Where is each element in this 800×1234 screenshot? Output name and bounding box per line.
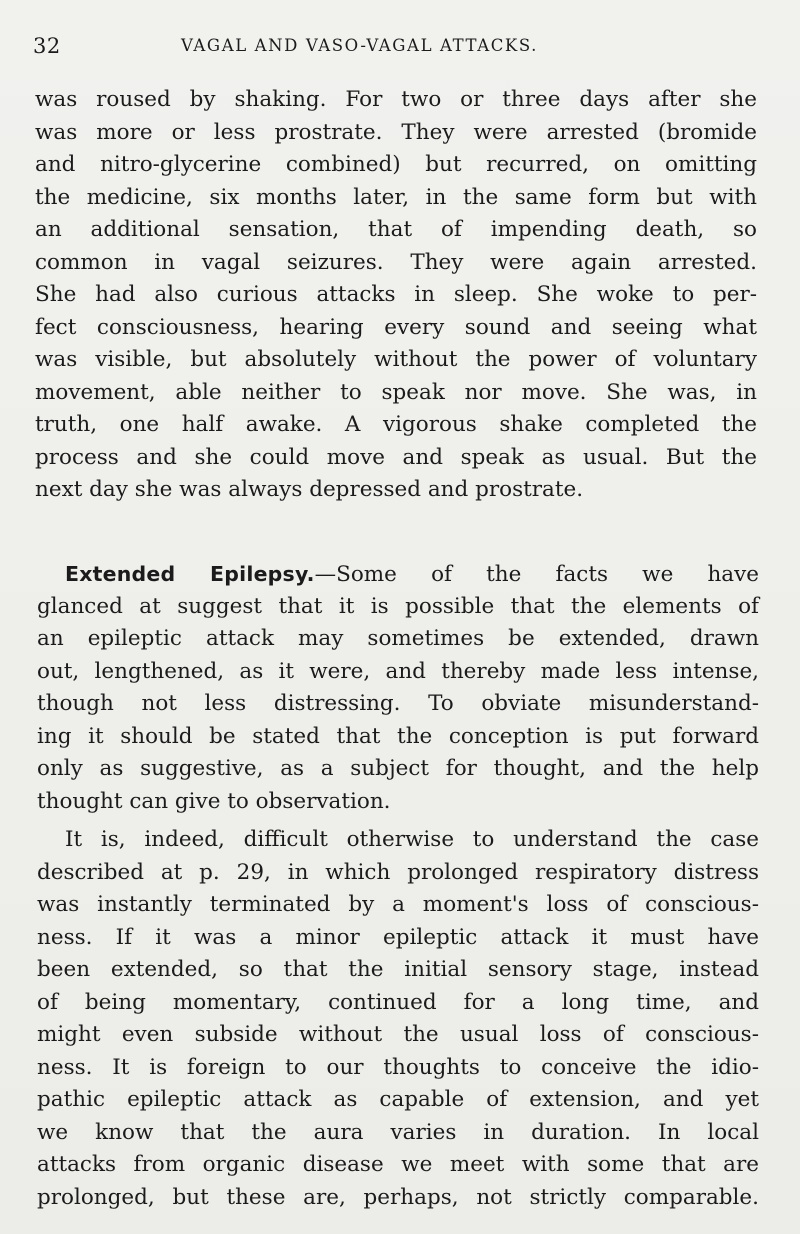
section-first-line-text: —Some of the facts we have — [314, 562, 759, 587]
text-line: thought can give to observation. — [37, 788, 391, 814]
extended-epilepsy-section — [37, 558, 765, 1214]
text-line: common in vagal seizures. They were again arrested. — [35, 249, 757, 275]
section-first-line — [37, 558, 759, 591]
text-line: was more or less prostrate. They were arrested (bromide — [35, 119, 757, 145]
text-line: though not less distressing. To obviate misunderstand- — [37, 691, 759, 716]
text-line: process and she could move and speak as usual. But the — [35, 444, 757, 470]
text-line: was roused by shaking. For two or three days after she — [35, 87, 757, 112]
text-line: the medicine, six months later, in the same form but with — [35, 184, 757, 210]
text-line: ness. If it was a minor epileptic attack it must have — [37, 924, 759, 950]
page-header — [33, 34, 761, 64]
text-line: attacks from organic disease we meet with some that are — [37, 1152, 759, 1177]
text-line: of being momentary, continued for a long time, and — [37, 989, 759, 1015]
page-number: 32 — [33, 34, 61, 58]
text-line: next day she was always depressed and prostrate. — [35, 477, 584, 502]
text-line: ness. It is foreign to our thoughts to conceive the idio- — [37, 1054, 759, 1080]
text-line: might even subside without the usual loss of conscious- — [37, 1022, 759, 1047]
text-line: was instantly terminated by a moment's loss of conscious- — [37, 892, 759, 917]
text-line: fect consciousness, hearing every sound and seeing what — [35, 314, 757, 340]
text-line: been extended, so that the initial sensory stage, instead — [37, 957, 759, 982]
text-line: glanced at suggest that it is possible that the elements of — [37, 593, 759, 619]
text-line: prolonged, but these are, perhaps, not strictly comparable. — [37, 1184, 759, 1210]
text-line: It is, indeed, difficult otherwise to understand the case — [65, 827, 759, 852]
text-line: an epileptic attack may sometimes be extended, drawn — [37, 626, 759, 651]
text-line: and nitro-glycerine combined) but recurred, on omitting — [35, 152, 757, 177]
section-heading: Extended Epilepsy. — [65, 562, 315, 586]
text-line: out, lengthened, as it were, and thereby made less intense, — [37, 658, 759, 684]
paragraph-continued — [35, 84, 763, 507]
text-line: only as suggestive, as a subject for thought, and the help — [37, 756, 759, 781]
running-head: VAGAL AND VASO-VAGAL ATTACKS. — [181, 36, 539, 55]
text-line: ing it should be stated that the conception is put forward — [37, 723, 759, 749]
text-line: an additional sensation, that of impending death, so — [35, 217, 757, 242]
text-line: pathic epileptic attack as capable of extension, and yet — [37, 1087, 759, 1112]
text-line: movement, able neither to speak nor move. She was, in — [35, 379, 757, 405]
text-line: we know that the aura varies in duration. In local — [37, 1119, 759, 1145]
text-line: described at p. 29, in which prolonged respiratory distress — [37, 859, 759, 885]
text-line: was visible, but absolutely without the power of voluntary — [35, 347, 757, 372]
paragraph-3 — [37, 824, 765, 1214]
text-line: She had also curious attacks in sleep. She woke to per- — [35, 282, 757, 307]
text-line: truth, one half awake. A vigorous shake completed the — [35, 412, 757, 437]
